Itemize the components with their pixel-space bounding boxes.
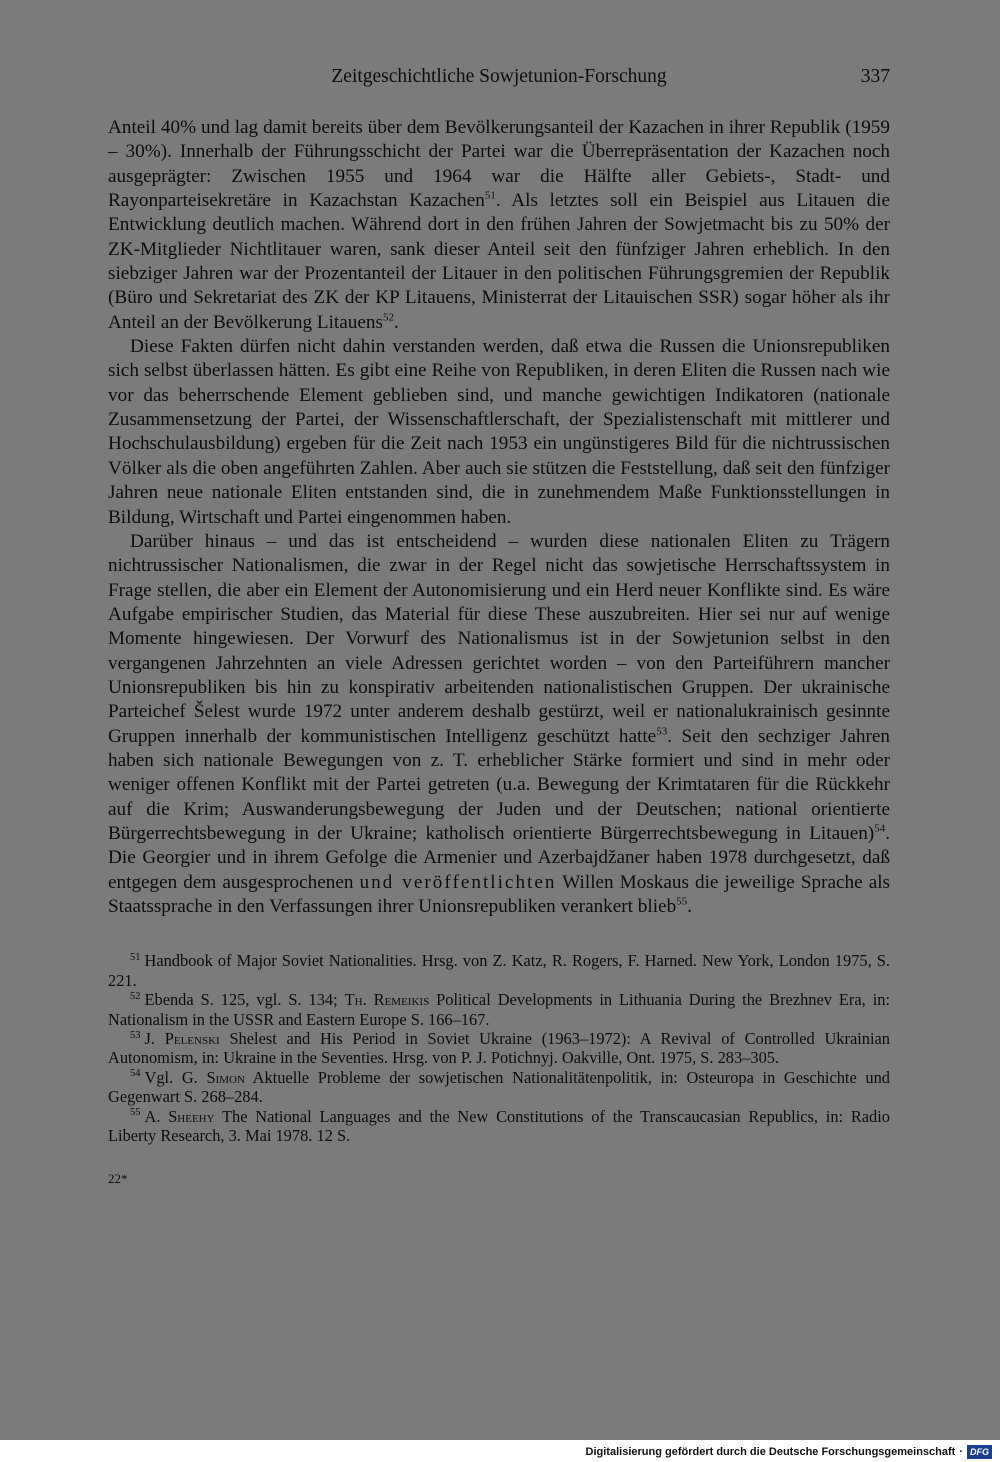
text-segment: . Als letztes soll ein Beispiel aus Litauen die Entwicklung deutlich machen. Während dort in den frühen Jahren der Sowjetmacht bis zu 50% der ZK-Mitglieder Nichtlitauer waren, sank dieser Anteil seit den fünfziger Jahren erheblich. In den siebziger Jahren war der Prozentanteil der Litauer in den politischen Führungsgremien der Republik (Büro und Sekretariat des ZK der KP Litauens, Ministerrat der Litauischen SSR) sogar höher als ihr Anteil an der Bevölkerung Litauens xyxy=(108,190,891,333)
text-segment: Willen Moskaus die jeweilige Sprache als Staatssprache in den Verfassungen ihrer Unionsrepubliken verankert blieb xyxy=(108,871,891,917)
footnote-reference: 53 xyxy=(656,725,668,738)
text-segment: Political Developments in Lithuania During the Brezhnev Era, in: Nationalism in the USSR and Eastern Europe S. 166–167. xyxy=(108,990,890,1029)
footnote xyxy=(108,1029,890,1068)
text-segment: . Die Georgier und in ihrem Gefolge die Armenier und Azerbajdžaner haben 1978 durchgesetzt, daß entgegen dem ausgesprochenen xyxy=(108,822,890,893)
text-segment: Handbook of Major Soviet Nationalities. Hrsg. von Z. Katz, R. Rogers, F. Harned. New York, London 1975, S. 221. xyxy=(108,951,890,990)
footnote-reference: 51 xyxy=(484,189,496,202)
text-segment: Ebenda S. 125, vgl. S. 134; xyxy=(144,990,345,1010)
funding-text: Digitalisierung gefördert durch die Deutsche Forschungsgemeinschaft xyxy=(585,1446,956,1458)
text-segment: J. xyxy=(144,1028,165,1048)
footnote-number: 52 xyxy=(130,990,141,1002)
footnote-reference: 54 xyxy=(874,822,886,835)
text-segment: Shelest and His Period in Soviet Ukraine (1963–1972): A Revival of Controlled Ukrainian Autonomism, in: Ukraine in the Seventies. Hrsg. von P. J. Potichnyj. Oakville, Ont. 1975, S. 283–305. xyxy=(108,1028,890,1068)
author-name: Sheehy xyxy=(168,1106,215,1126)
footnote xyxy=(108,951,890,990)
author-name: Pelenski xyxy=(164,1028,220,1048)
author-name: Simon xyxy=(206,1067,245,1087)
footer-separator: · xyxy=(959,1446,963,1458)
text-segment: Darüber hinaus – und das ist entscheidend – wurden diese nationalen Eliten zu Trägern nichtrussischer Nationalismen, die zwar in der Regel nicht das sowjetische Herrschaftssystem in Frage stellen, die aber ein Element der Autonomisierung und ein Herd neuer Konflikte sind. Es wäre Aufgabe empirischer Studien, das Material für diese These auszubreiten. Hier sei nur auf wenige Momente hingewiesen. Der Vorwurf des Nationalismus ist in der Sowjetunion selbst in den vergangenen Jahrzehnten an viele Adressen gerichtet worden – von den Parteiführern mancher Unionsrepubliken bis hin zu konspirativ arbeitenden nationalistischen Gruppen. Der ukrainische Parteichef Šelest wurde 1972 unter anderem deshalb gestürzt, weil er nationalukrainisch gesinnte Gruppen innerhalb der kommunistischen Intelligenz geschützt hatte xyxy=(108,530,890,747)
page-number: 337 xyxy=(860,66,890,87)
author-name: Th. Remeikis xyxy=(344,990,430,1010)
footnote xyxy=(108,990,890,1029)
body-paragraph xyxy=(108,530,890,920)
footnote xyxy=(108,1068,890,1107)
book-page xyxy=(108,60,890,1187)
running-title: Zeitgeschichtliche Sowjetunion-Forschung xyxy=(331,66,667,87)
text-segment: Diese Fakten dürfen nicht dahin verstanden werden, daß etwa die Russen die Unionsrepubliken sich selbst überlassen hätten. Es gibt eine Reihe von Republiken, in deren Eliten die Russen nach wie vor das beherrschende Element geblieben sind, und manche gewichtigen Indikatoren (nationale Zusammensetzung der Partei, der Wissenschaftlerschaft, der Spezialistenschaft mit mittlerer und Hochschulausbildung) ergeben für die Zeit nach 1953 ein ungünstigeres Bild für die nichtrussischen Völker als die oben angeführten Zahlen. Aber auch sie stützen die Feststellung, daß seit den fünfziger Jahren neue nationale Eliten entstanden sind, die in zunehmendem Maße Funktionsstellungen in Bildung, Wirtschaft und Partei eingenommen haben. xyxy=(108,336,890,528)
footnotes xyxy=(108,951,890,1145)
footnote-number: 54 xyxy=(130,1068,141,1080)
footnote-reference: 55 xyxy=(676,895,688,908)
text-segment: . xyxy=(687,896,692,917)
emphasized-text: und veröffentlichten xyxy=(359,871,557,893)
footnote-number: 53 xyxy=(130,1029,141,1041)
text-segment: Aktuelle Probleme der sowjetischen Nationalitätenpolitik, in: Osteuropa in Geschichte und Gegenwart S. 268–284. xyxy=(108,1067,890,1107)
dfg-logo-icon: DFG xyxy=(967,1445,992,1459)
funding-footer xyxy=(586,1444,992,1460)
page-header xyxy=(108,60,890,96)
text-segment: The National Languages and the New Constitutions of the Transcaucasian Republics, in: Radio Liberty Research, 3. Mai 1978. 12 S. xyxy=(108,1106,890,1145)
body-text xyxy=(108,116,890,919)
footnote-reference: 52 xyxy=(382,311,394,324)
body-paragraph xyxy=(108,116,890,335)
text-segment: . xyxy=(393,311,399,333)
footnote-number: 55 xyxy=(130,1107,141,1119)
footnote xyxy=(108,1107,890,1146)
body-paragraph xyxy=(108,335,890,530)
text-segment: A. xyxy=(144,1106,169,1126)
text-segment: Vgl. G. xyxy=(144,1067,207,1087)
footnote-number: 51 xyxy=(130,951,141,963)
text-segment: . Seit den sechziger Jahren haben sich nationale Bewegungen von z. T. erheblicher Stärke formiert und sind in mehr oder weniger offenen Konflikt mit der Partei getreten (u.a. Bewegung der Krimtataren für die Rückkehr auf die Krim; Auswanderungsbewegung der Juden und der Deutschen; national orientierte Bürgerrechtsbewegung in der Ukraine; katholisch orientierte Bürgerrechtsbewegung in Litauen) xyxy=(108,725,890,844)
signature-mark: 22* xyxy=(108,1171,128,1187)
text-segment: Anteil 40% und lag damit bereits über dem Bevölkerungsanteil der Kazachen in ihrer Republik (1959 – 30%). Innerhalb der Führungsschicht der Partei war die Überrepräsentation der Kazachen noch ausgeprägter: Zwischen 1955 und 1964 war die Hälfte aller Gebiets-, Stadt- und Rayonparteisekretäre in Kazachstan Kazachen xyxy=(108,117,890,212)
